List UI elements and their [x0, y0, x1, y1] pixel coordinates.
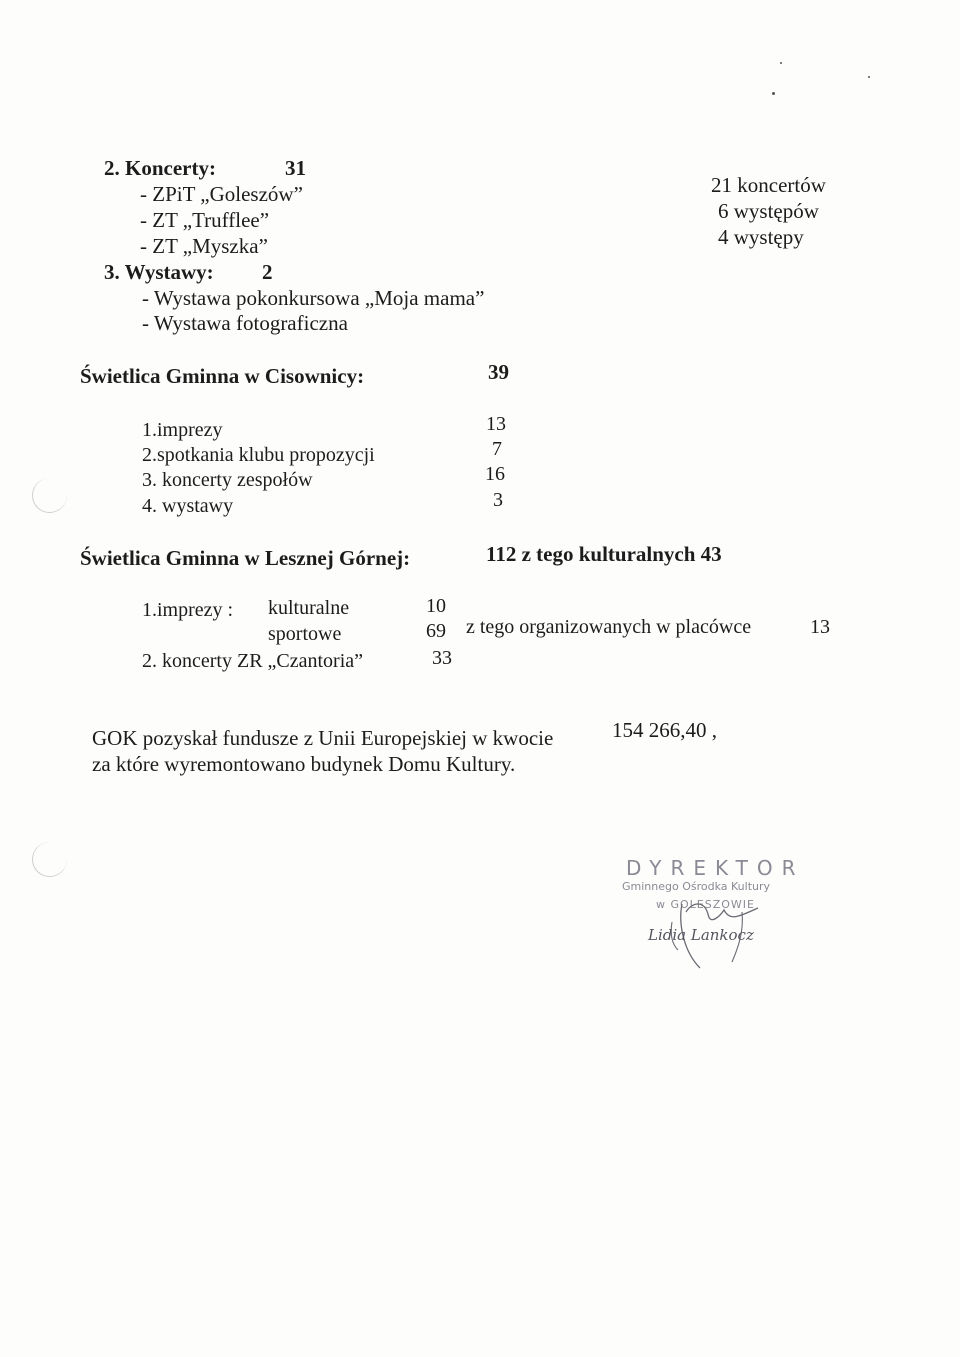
cisownica-total: 39 — [488, 360, 509, 384]
leszna-sportowe-note-value: 13 — [810, 616, 830, 638]
koncerty-heading: 2. Koncerty: — [104, 156, 216, 180]
gok-line-2: za które wyremontowano budynek Domu Kultury. — [92, 752, 516, 776]
koncerty-item: - ZT „Trufflee” — [140, 208, 270, 232]
scan-speck — [780, 62, 782, 64]
leszna-sportowe-value: 69 — [426, 620, 446, 642]
cisownica-heading: Świetlica Gminna w Cisownicy: — [80, 364, 365, 388]
wystawy-heading: 3. Wystawy: — [104, 260, 214, 284]
cisownica-row-value: 13 — [486, 413, 506, 435]
leszna-kulturalne-label: kulturalne — [268, 597, 350, 619]
stamp-title: DYREKTOR — [626, 856, 805, 880]
koncerty-item: - ZPiT „Goleszów” — [140, 182, 303, 206]
leszna-sportowe-note: z tego organizowanych w placówce — [466, 616, 752, 638]
wystawy-count: 2 — [262, 260, 273, 284]
koncerty-note: 6 występów — [718, 199, 819, 223]
wystawy-item: - Wystawa pokonkursowa „Moja mama” — [142, 286, 485, 310]
punch-hole-bottom — [32, 842, 67, 877]
leszna-koncerty-value: 33 — [432, 647, 452, 669]
punch-hole-top — [32, 478, 67, 513]
wystawy-item: - Wystawa fotograficzna — [142, 311, 348, 335]
cisownica-row-label: 4. wystawy — [142, 495, 234, 517]
cisownica-row-value: 16 — [485, 463, 505, 485]
leszna-total: 112 z tego kulturalnych 43 — [486, 542, 722, 566]
leszna-sportowe-label: sportowe — [268, 623, 342, 645]
leszna-imprezy-label: 1.imprezy : — [142, 599, 234, 621]
scan-speck — [772, 92, 775, 95]
leszna-koncerty-label: 2. koncerty ZR „Czantoria” — [142, 650, 364, 672]
koncerty-count: 31 — [285, 156, 306, 180]
leszna-heading: Świetlica Gminna w Lesznej Górnej: — [80, 546, 411, 570]
gok-amount: 154 266,40 , — [612, 718, 717, 742]
cisownica-row-value: 3 — [493, 489, 503, 511]
koncerty-note: 21 koncertów — [711, 173, 826, 197]
koncerty-item: - ZT „Myszka” — [140, 234, 268, 258]
signature-name: Lidia Lankocz — [648, 926, 754, 944]
cisownica-row-label: 1.imprezy — [142, 419, 223, 441]
cisownica-row-label: 2.spotkania klubu propozycji — [142, 444, 375, 466]
gok-line-1: GOK pozyskał fundusze z Unii Europejskiej w kwocie — [92, 726, 554, 750]
stamp-line-1: Gminnego Ośrodka Kultury — [622, 880, 771, 893]
stamp-line-2: w GOLESZOWIE — [656, 898, 756, 911]
cisownica-row-value: 7 — [492, 438, 502, 460]
signature-scribble — [612, 852, 822, 992]
scan-speck — [868, 76, 870, 78]
koncerty-note: 4 występy — [718, 225, 804, 249]
leszna-kulturalne-value: 10 — [426, 595, 446, 617]
cisownica-row-label: 3. koncerty zespołów — [142, 469, 313, 491]
director-stamp — [612, 852, 822, 992]
